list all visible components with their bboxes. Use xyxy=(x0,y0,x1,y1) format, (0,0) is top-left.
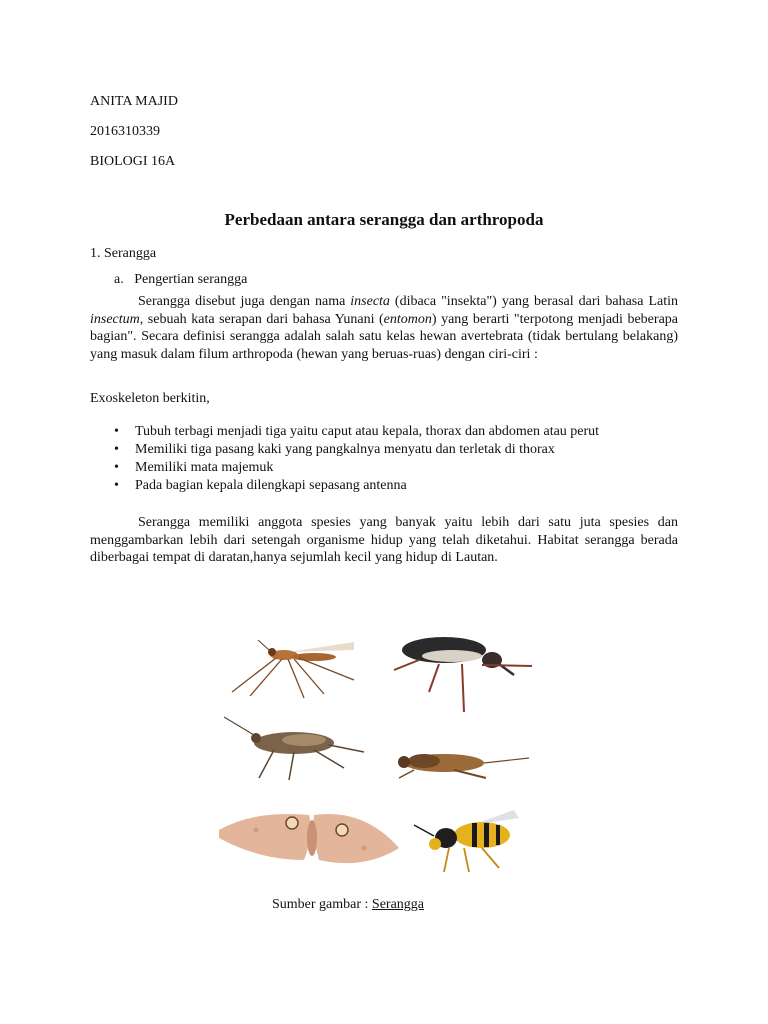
bug-icon xyxy=(224,717,364,780)
author-name: ANITA MAJID xyxy=(90,94,178,109)
wasp-icon xyxy=(414,810,519,872)
list-item: • Memiliki tiga pasang kaki yang pangkalnya menyatu dan terletak di thorax xyxy=(114,442,555,457)
list-item: • Memiliki mata majemuk xyxy=(114,460,274,475)
moth-icon xyxy=(219,814,399,863)
exoskeleton-line: Exoskeleton berkitin, xyxy=(90,391,210,406)
class-label: BIOLOGI 16A xyxy=(90,154,176,169)
section-heading: 1. Serangga xyxy=(90,246,157,261)
cricket-icon xyxy=(398,754,529,778)
weevil-icon xyxy=(394,637,532,712)
characteristics-list xyxy=(90,423,690,495)
student-id: 2016310339 xyxy=(90,124,160,139)
list-item: • Pada bagian kepala dilengkapi sepasang antenna xyxy=(114,478,407,493)
list-item: • Tubuh terbagi menjadi tiga yaitu caput atau kepala, thorax dan abdomen atau perut xyxy=(114,424,600,439)
insects-figure xyxy=(214,620,544,885)
caption-link[interactable]: Serangga xyxy=(371,897,425,912)
document-title: Perbedaan antara serangga dan arthropoda xyxy=(224,210,544,229)
term-entomon: entomon xyxy=(383,311,432,327)
species-paragraph: Serangga memiliki anggota spesies yang banyak yaitu lebih dari satu juta spesies dan menggambarkan lebih dari setengah organisme hidup yang telah diketahui. Habitat serangga berada diberbagai tempat di daratan,hanya sejumlah kecil yang hidup di Lautan. xyxy=(90,515,678,565)
term-insecta: insecta xyxy=(350,294,390,309)
term-insectum: insectum xyxy=(90,311,140,327)
definition-paragraph: Serangga disebut juga dengan nama insecta (dibaca "insekta") yang berasal dari bahasa Latin insectum, sebuah kata serapan dari bahasa Yunani (entomon) yang berarti "terpotong menjadi beberapa bagian". Secara definisi serangga adalah salah satu kelas hewan avertebrata (tidak bertulang belakang) yang masuk dalam filum arthropoda (hewan yang beruas-ruas) dengan ciri-ciri : xyxy=(90,294,678,362)
figure-caption: Sumber gambar : Serangga xyxy=(272,897,425,912)
crane-fly-icon xyxy=(232,640,354,698)
subsection-heading: a. Pengertian serangga xyxy=(114,272,248,287)
